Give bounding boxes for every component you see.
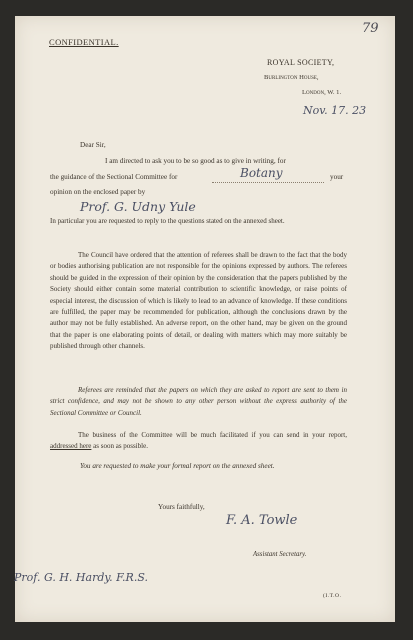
paragraph-4	[50, 430, 347, 453]
paragraph-1-end: In particular you are requested to reply to the questions stated on the annexed sheet.	[50, 217, 285, 225]
paragraph-1-your: your	[330, 173, 344, 181]
paragraph-4-start: The business of the Committee will be much facilitated if you can send in your report,	[78, 431, 347, 439]
paragraph-2: The Council have ordered that the attention of referees shall be drawn to the fact that the body or bodies authorising publication are not responsible for the opinions expressed by authors. The referees should be guided in the expression of their opinion by the consideration that the papers published by the Society should either contain some material contribution to scientific knowledge, or raise points of especial interest, the discussion of which is likely to lead to an advance of knowledge. If these conditions are fulfilled, the paper may be recommended for publication, although the conclusions drawn by the author may not be fully established. An adverse report, on the other hand, may be given on the ground that the paper is one elaborating points of detail, or dealing with matters which may more suitably be published through other channels.	[50, 251, 347, 351]
address-line: Burlington House,	[264, 74, 319, 81]
paragraph-1-line-3: opinion on the enclosed paper by	[50, 188, 146, 196]
paragraph-4-end: as soon as possible.	[93, 442, 148, 451]
closing: Yours faithfully,	[158, 503, 205, 511]
letter-date: Nov. 17. 23	[303, 104, 367, 117]
organisation-name: ROYAL SOCIETY,	[267, 58, 335, 67]
signatory-title: Assistant Secretary.	[253, 551, 307, 558]
committee-name: Botany	[240, 166, 283, 180]
page-number: 79	[362, 21, 379, 36]
paragraph-1-line-2: the guidance of the Sectional Committee for	[50, 173, 178, 181]
city-line: London, W. 1.	[302, 89, 342, 96]
committee-fill-line	[212, 182, 324, 183]
addressed-here-text: addressed here	[50, 442, 92, 451]
paragraph-1-line-1: I am directed to ask you to be so good as to give in writing, for	[105, 157, 286, 165]
author-name: Prof. G. Udny Yule	[80, 199, 196, 214]
form-code: (I.T.O.	[323, 593, 342, 599]
recipient-name: Prof. G. H. Hardy. F.R.S.	[14, 571, 148, 584]
paragraph-5: You are requested to make your formal report on the annexed sheet.	[80, 462, 275, 470]
salutation: Dear Sir,	[80, 141, 106, 149]
paragraph-3: Referees are reminded that the papers on which they are asked to report are sent to them in strict confidence, and may not be shown to any other person without the express authority of the Sectional Committee or Council.	[50, 386, 347, 417]
confidential-heading: CONFIDENTIAL.	[49, 37, 119, 47]
signature: F. A. Towle	[226, 513, 298, 528]
